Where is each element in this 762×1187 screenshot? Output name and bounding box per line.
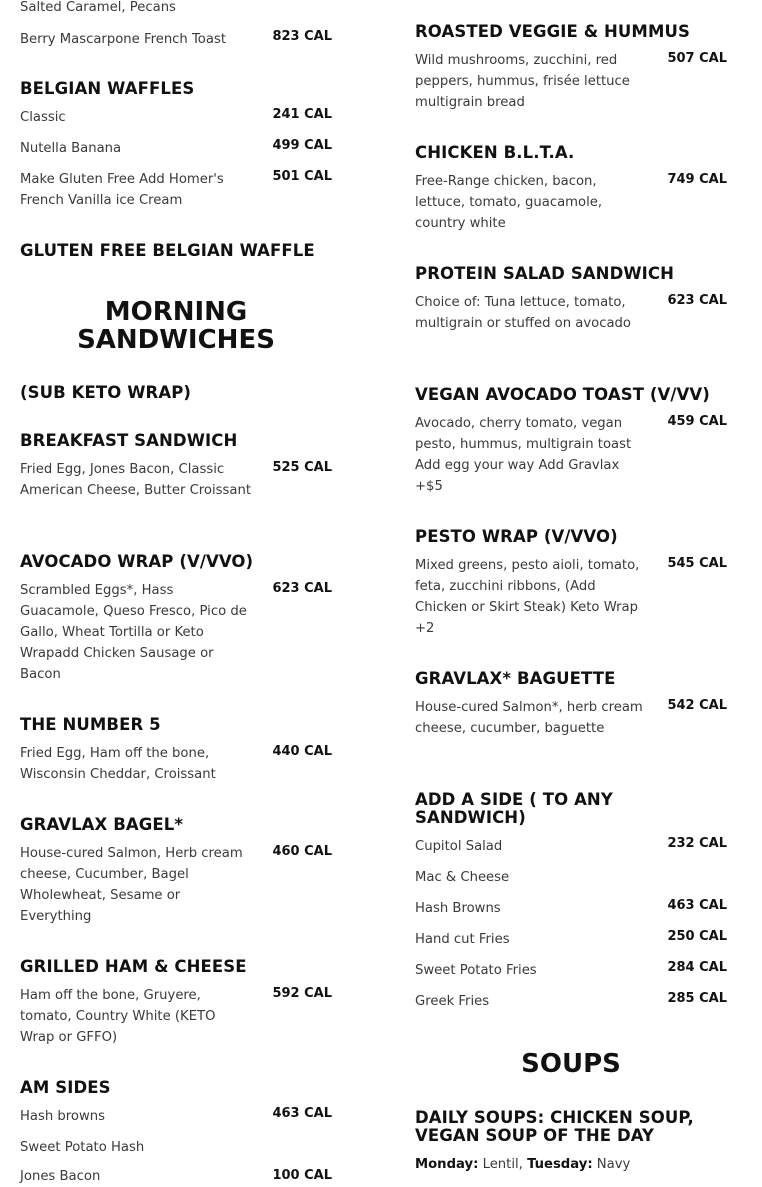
item-description: Ham off the bone, Gruyere, tomato, Country White (KETO Wrap or GFFO) — [20, 988, 216, 1045]
side-item — [415, 991, 727, 1012]
calorie-count: 623 CAL — [272, 581, 332, 596]
side-item — [415, 960, 727, 981]
item-description: Avocado, cherry tomato, vegan pesto, hummus, multigrain toast Add egg your way Add Gravlax +$5 — [415, 416, 632, 494]
calorie-count: 232 CAL — [667, 836, 727, 851]
item-description: Scrambled Eggs*, Hass Guacamole, Queso Fresco, Pico de Gallo, Wheat Tortilla or Keto Wrapadd Chicken Sausage or Bacon — [20, 583, 247, 682]
section-title-am-sides: AM SIDES — [20, 1078, 111, 1097]
calorie-count: 460 CAL — [272, 844, 332, 859]
item-name: THE NUMBER 5 — [20, 715, 161, 734]
item-name: BREAKFAST SANDWICH — [20, 431, 238, 450]
side-item — [20, 1137, 332, 1158]
menu-item — [415, 23, 727, 113]
side-item — [415, 836, 727, 857]
menu-item-french-toast — [20, 29, 332, 50]
soup-days — [415, 1154, 630, 1175]
calorie-count: 440 CAL — [272, 744, 332, 759]
item-name: Sweet Potato Fries — [415, 963, 537, 978]
item-name: Mac & Cheese — [415, 870, 510, 885]
calorie-count: 501 CAL — [272, 169, 332, 184]
side-item — [415, 898, 727, 919]
menu-item — [20, 553, 332, 685]
calorie-count: 285 CAL — [667, 991, 727, 1006]
side-item — [20, 1166, 332, 1187]
day-soup: Navy — [596, 1157, 631, 1172]
section-title-daily-soups: DAILY SOUPS: CHICKEN SOUP, VEGAN SOUP OF THE DAY — [415, 1108, 694, 1145]
item-name: ROASTED VEGGIE & HUMMUS — [415, 22, 690, 41]
calorie-count: 284 CAL — [667, 960, 727, 975]
calorie-count: 100 CAL — [272, 1168, 332, 1183]
item-name: Cupitol Salad — [415, 839, 503, 854]
calorie-count: 542 CAL — [667, 698, 727, 713]
sub-keto-note: (SUB KETO WRAP) — [20, 383, 192, 402]
section-title-gluten-free-waffle: GLUTEN FREE BELGIAN WAFFLE — [20, 241, 315, 260]
item-name: CHICKEN B.L.T.A. — [415, 143, 575, 162]
menu-item — [20, 958, 332, 1048]
item-name: AVOCADO WRAP (V/VVO) — [20, 552, 254, 571]
item-name: Classic — [20, 110, 66, 125]
menu-item — [415, 386, 727, 497]
calorie-count: 499 CAL — [272, 138, 332, 153]
menu-item — [20, 816, 332, 927]
item-name: GRILLED HAM & CHEESE — [20, 957, 247, 976]
menu-item — [415, 670, 727, 739]
item-name: GRAVLAX* BAGUETTE — [415, 669, 616, 688]
item-description: Free-Range chicken, bacon, lettuce, tomato, guacamole, country white — [415, 174, 603, 231]
calorie-count: 250 CAL — [667, 929, 727, 944]
section-title-soups: SOUPS — [521, 1049, 621, 1079]
calorie-count: 463 CAL — [272, 1106, 332, 1121]
calorie-count: 507 CAL — [667, 51, 727, 66]
calorie-count: 463 CAL — [667, 898, 727, 913]
item-name: PROTEIN SALAD SANDWICH — [415, 264, 675, 283]
calorie-count: 525 CAL — [272, 460, 332, 475]
menu-item-waffle — [20, 107, 332, 128]
day-label: Monday: — [415, 1157, 479, 1172]
day-soup: Lentil, — [482, 1157, 523, 1172]
calorie-count: 545 CAL — [667, 556, 727, 571]
item-name: Hand cut Fries — [415, 932, 510, 947]
calorie-count: 823 CAL — [272, 29, 332, 44]
calorie-count: 592 CAL — [272, 986, 332, 1001]
menu-item — [20, 716, 332, 785]
item-description: Salted Caramel, Pecans — [20, 0, 176, 15]
side-item — [20, 1106, 332, 1127]
item-name: Nutella Banana — [20, 141, 122, 156]
menu-item — [20, 432, 332, 501]
item-name: Make Gluten Free Add Homer's French Vanilla ice Cream — [20, 172, 224, 208]
item-description: Choice of: Tuna lettuce, tomato, multigrain or stuffed on avocado — [415, 295, 631, 331]
section-title-morning-sandwiches: MORNING SANDWICHES — [77, 297, 275, 355]
side-item — [415, 929, 727, 950]
item-description: House-cured Salmon*, herb cream cheese, cucumber, baguette — [415, 700, 643, 736]
calorie-count: 459 CAL — [667, 414, 727, 429]
item-name: Hash Browns — [415, 901, 501, 916]
item-name: Greek Fries — [415, 994, 490, 1009]
item-name: PESTO WRAP (V/VVO) — [415, 527, 618, 546]
item-name: Sweet Potato Hash — [20, 1140, 145, 1155]
calorie-count: 623 CAL — [667, 293, 727, 308]
item-description: Fried Egg, Jones Bacon, Classic American Cheese, Butter Croissant — [20, 462, 252, 498]
section-title-belgian-waffles: BELGIAN WAFFLES — [20, 79, 195, 98]
item-name: GRAVLAX BAGEL* — [20, 815, 184, 834]
side-item — [415, 867, 727, 888]
menu-item — [415, 265, 727, 334]
item-name: VEGAN AVOCADO TOAST (V/VV) — [415, 385, 710, 404]
menu-item — [415, 528, 727, 639]
day-label: Tuesday: — [527, 1157, 593, 1172]
menu-item — [415, 144, 727, 234]
calorie-count: 749 CAL — [667, 172, 727, 187]
item-description: Mixed greens, pesto aioli, tomato, feta, zucchini ribbons, (Add Chicken or Skirt Steak) Keto Wrap +2 — [415, 558, 640, 636]
calorie-count: 241 CAL — [272, 107, 332, 122]
menu-item-waffle — [20, 138, 332, 159]
item-name: Jones Bacon — [20, 1169, 101, 1184]
section-title-add-a-side: ADD A SIDE ( TO ANY SANDWICH) — [415, 790, 613, 827]
item-description: Fried Egg, Ham off the bone, Wisconsin Cheddar, Croissant — [20, 746, 216, 782]
item-description: Wild mushrooms, zucchini, red peppers, hummus, frisée lettuce multigrain bread — [415, 53, 630, 110]
menu-item-waffle — [20, 169, 332, 211]
item-description: House-cured Salmon, Herb cream cheese, Cucumber, Bagel Wholewheat, Sesame or Everything — [20, 846, 243, 924]
item-name: Hash browns — [20, 1109, 106, 1124]
item-name: Berry Mascarpone French Toast — [20, 32, 226, 47]
